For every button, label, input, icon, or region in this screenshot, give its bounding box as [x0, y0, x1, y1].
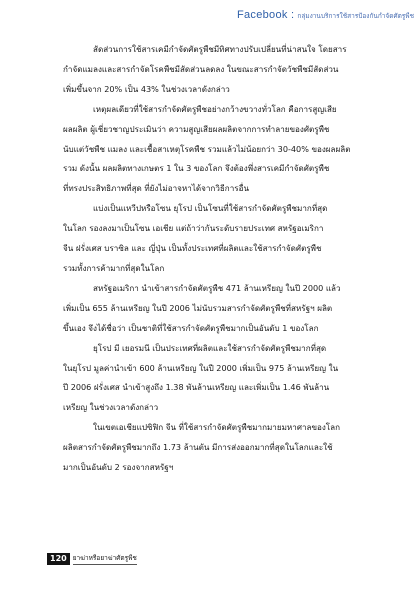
paragraph-line: เหตุผลเดียวที่ใช้สารกำจัดศัตรูพืชอย่างกว้างขวางทั่วโลก คือการสูญเสีย — [93, 103, 337, 114]
paragraph-line: สัดส่วนการใช้สารเคมีกำจัดศัตรูพืชมีทิศทางปรับเปลี่ยนที่น่าสนใจ โดยสาร — [93, 44, 347, 54]
paragraph-line: ผลผลิต ผู้เชี่ยวชาญประเมินว่า ความสูญเสียผลผลิตจากการทำลายของศัตรูพืช — [63, 123, 330, 134]
paragraph-line: ในเขตเอเชียแปซิฟิก จีน ที่ใช้สารกำจัดศัตรูพืชมากมายมหาศาลของโลก — [93, 422, 341, 433]
paragraph-line: แบ่งเป็นแหวีปหรือโซน ยุโรป เป็นโซนที่ใช้สารกำจัดศัตรูพืชมากที่สุด — [93, 203, 328, 214]
paragraph-line: ที่ทรงประสิทธิภาพที่สุด ที่ยังไม่อาจหาได้จากวิธีการอื่น — [63, 183, 249, 194]
paragraph-line: นับแต่วัชพืช แมลง และเชื้อสาเหตุโรคพืช รวมแล้วไม่น้อยกว่า 30-40% ของผลผลิต — [63, 143, 351, 154]
paragraph-europe — [63, 339, 393, 419]
paragraph-line: ขึ้นเอง จึงได้ชื่อว่า เป็นชาติที่ใช้สารกำจัดศัตรูพืชมากเป็นอันดับ 1 ของโลก — [63, 322, 319, 333]
facebook-label: Facebook : — [236, 9, 295, 21]
paragraph-line: เพิ่มขึ้นจาก 20% เป็น 43% ในช่วงเวลาดังกล่าว — [63, 83, 230, 94]
paragraph-herbicide-share — [63, 40, 393, 100]
paragraph-usa — [63, 279, 393, 339]
paragraph-asia-pacific — [63, 418, 393, 478]
paragraph-line: ปี 2006 ฝรั่งเศส นำเข้าสูงถึง 1.38 พันล้านเหรียญ และเพิ่มเป็น 1.46 พันล้าน — [63, 382, 330, 393]
paragraph-line: ในยุโรป มูลค่านำเข้า 600 ล้านเหรียญ ในปี 2000 เพิ่มเป็น 975 ล้านเหรียญ ใน — [63, 362, 339, 373]
page-number: 120 — [47, 553, 70, 565]
book-title: ยาฆ่าหรือยาฆ่าศัตรูพืช — [73, 553, 137, 565]
paragraph-line: กำจัดแมลงและสารกำจัดโรคพืชมีสัดส่วนลดลง ในขณะสารกำจัดวัชพืชมีสัดส่วน — [63, 63, 339, 74]
facebook-group-name: กลุ่มงานบริการใช้สารป้องกันกำจัดศัตรูพืช — [297, 12, 414, 20]
paragraph-line: ในโลก รองลงมาเป็นโซน เอเชีย แต่ถ้าว่ากันระดับรายประเทศ สหรัฐอเมริกา — [63, 223, 324, 234]
page-header — [160, 3, 414, 22]
paragraph-line: รวม ดังนั้น ผลผลิตทางเกษตร 1 ใน 3 ของโลก จึงต้องพึ่งสารเคมีกำจัดศัตรูพืช — [63, 163, 330, 174]
page-footer — [47, 553, 137, 565]
paragraph-line: เหรียญ ในช่วงเวลาดังกล่าว — [63, 402, 159, 413]
paragraph-line: ยุโรป มี เยอรมนี เป็นประเทศที่ผลิตและใช้สารกำจัดศัตรูพืชมากที่สุด — [93, 342, 327, 353]
paragraph-line: มากเป็นอันดับ 2 รองจากสหรัฐฯ — [63, 462, 174, 473]
paragraph-line: ผลิตสารกำจัดศัตรูพืชมากถึง 1.73 ล้านตัน มีการส่งออกมากที่สุดในโลกและใช้ — [63, 442, 333, 453]
paragraph-yield-loss — [63, 100, 393, 200]
paragraph-line: เพิ่มเป็น 655 ล้านเหรียญ ในปี 2006 ไม่นับรวมสารกำจัดศัตรูพืชที่สหรัฐฯ ผลิต — [63, 302, 333, 313]
body-text — [63, 40, 393, 478]
paragraph-regions — [63, 199, 393, 279]
paragraph-line: รวมทั้งการค้ามากที่สุดในโลก — [63, 262, 165, 273]
paragraph-line: จีน ฝรั่งเศส บราซิล และ ญี่ปุ่น เป็นทั้งประเทศที่ผลิตและใช้สารกำจัดศัตรูพืช — [63, 243, 322, 254]
paragraph-line: สหรัฐอเมริกา นำเข้าสารกำจัดศัตรูพืช 471 ล้านเหรียญ ในปี 2000 แล้ว — [93, 282, 341, 293]
